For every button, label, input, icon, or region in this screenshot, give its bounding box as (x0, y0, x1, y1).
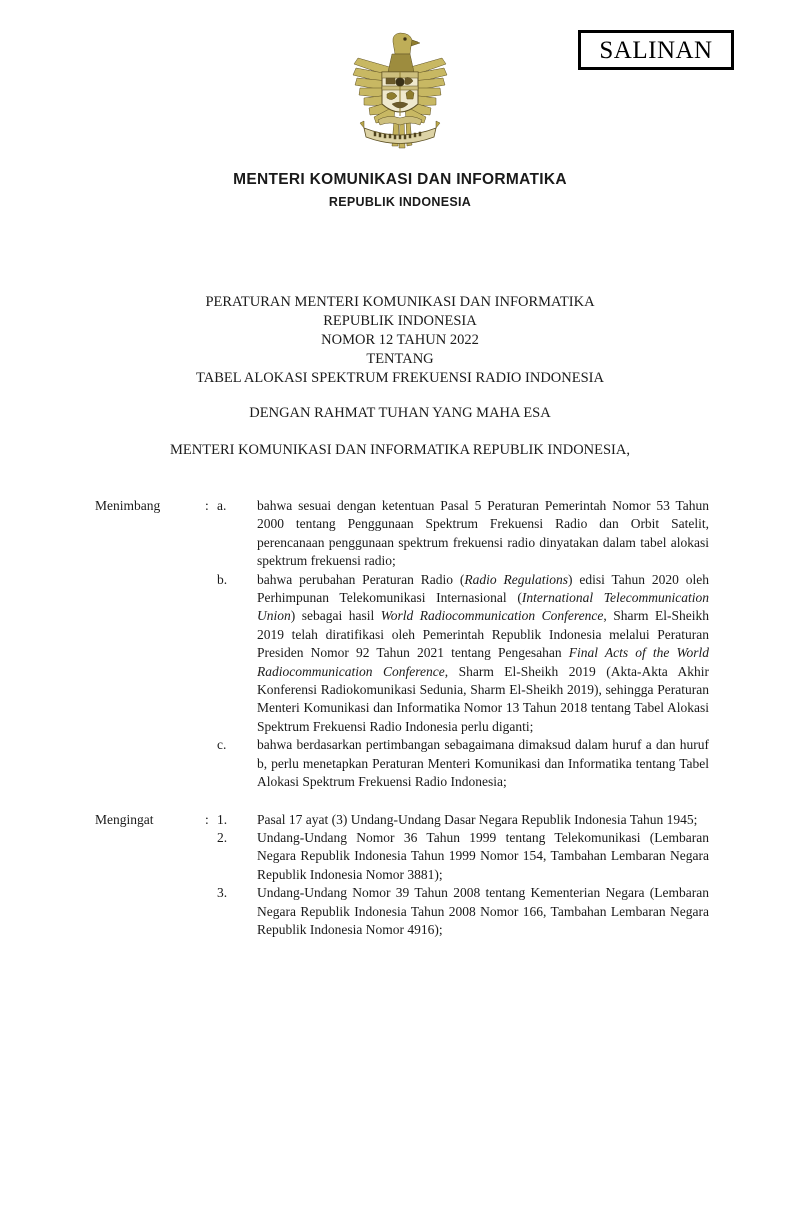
clause-section (0, 497, 800, 792)
clause-marker: b. (217, 571, 228, 587)
garuda-pancasila-emblem (348, 28, 452, 156)
clause-marker: c. (217, 737, 227, 753)
clause-colon: : (205, 811, 209, 827)
clause-row (0, 497, 800, 571)
title-line-subject: TABEL ALOKASI SPEKTRUM FREKUENSI RADIO INDONESIA (196, 370, 604, 386)
clause-row (0, 811, 800, 829)
regulation-title-block (0, 293, 800, 388)
title-line-about: TENTANG (366, 351, 434, 367)
clause-row (0, 736, 800, 791)
clause-text: bahwa perubahan Peraturan Radio (Radio Regulations) edisi Tahun 2020 oleh Perhimpunan Telekomunikasi Internasional (International Telecommunication Union) sebagai hasil World Radiocommunication Conference, Sharm El-Sheikh 2019 telah diratifikasi oleh Pemerintah Republik Indonesia melalui Peraturan Presiden Nomor 92 Tahun 2021 tentang Pengesahan Final Acts of the World Radiocommunication Conference, Sharm El-Sheikh 2019 (Akta-Akta Akhir Konferensi Radiokomunikasi Sedunia, Sharm El-Sheikh 2019), sehingga Peraturan Menteri Komunikasi dan Informatika Nomor 13 Tahun 2018 tentang Tabel Alokasi Spektrum Frekuensi Radio Indonesia perlu diganti; (257, 571, 710, 734)
title-line-number: NOMOR 12 TAHUN 2022 (321, 332, 479, 348)
title-line-regulation: PERATURAN MENTERI KOMUNIKASI DAN INFORMATIKA (205, 294, 595, 310)
authority-text: MENTERI KOMUNIKASI DAN INFORMATIKA REPUBLIK INDONESIA, (170, 442, 630, 458)
clause-section (0, 811, 800, 940)
emblem-container (0, 28, 800, 156)
clause-text: Undang-Undang Nomor 36 Tahun 1999 tentang Telekomunikasi (Lembaran Negara Republik Indonesia Tahun 1999 Nomor 154, Tambahan Lembaran Negara Republik Indonesia Nomor 3881); (257, 829, 709, 882)
ministry-country: REPUBLIK INDONESIA (328, 195, 472, 210)
ministry-name: MENTERI KOMUNIKASI DAN INFORMATIKA (233, 171, 567, 188)
salinan-label: SALINAN (599, 36, 713, 64)
title-line-country: REPUBLIK INDONESIA (323, 313, 477, 329)
clause-text: Undang-Undang Nomor 39 Tahun 2008 tentang Kementerian Negara (Lembaran Negara Republik Indonesia Tahun 2008 Nomor 166, Tambahan Lembaran Negara Republik Indonesia Nomor 4916); (257, 885, 709, 937)
invocation-text: DENGAN RAHMAT TUHAN YANG MAHA ESA (249, 405, 551, 421)
clause-row (0, 884, 800, 939)
clause-row (0, 829, 800, 884)
clause-marker: 2. (217, 829, 228, 845)
clause-section-label: Menimbang (95, 498, 161, 513)
clauses-container (0, 497, 800, 958)
clause-marker: a. (217, 498, 227, 513)
clause-text: Pasal 17 ayat (3) Undang-Undang Dasar Negara Republik Indonesia Tahun 1945; (257, 811, 698, 827)
clause-row (0, 571, 800, 737)
clause-marker: 3. (217, 885, 228, 901)
clause-colon: : (205, 498, 209, 513)
clause-marker: 1. (217, 811, 228, 827)
clause-text: bahwa berdasarkan pertimbangan sebagaimana dimaksud dalam huruf a dan huruf b, perlu menetapkan Peraturan Menteri Komunikasi dan Informatika tentang Tabel Alokasi Spektrum Frekuensi Radio Indonesia; (257, 737, 709, 790)
clause-section-label: Mengingat (95, 811, 154, 827)
clause-text: bahwa sesuai dengan ketentuan Pasal 5 Peraturan Pemerintah Nomor 53 Tahun 2000 tentang Penggunaan Spektrum Frekuensi Radio dan Orbit Satelit, perencanaan penggunaan spektrum frekuensi radio dinyatakan dalam tabel alokasi spektrum frekuensi radio; (257, 498, 709, 569)
ministry-header (0, 170, 800, 212)
